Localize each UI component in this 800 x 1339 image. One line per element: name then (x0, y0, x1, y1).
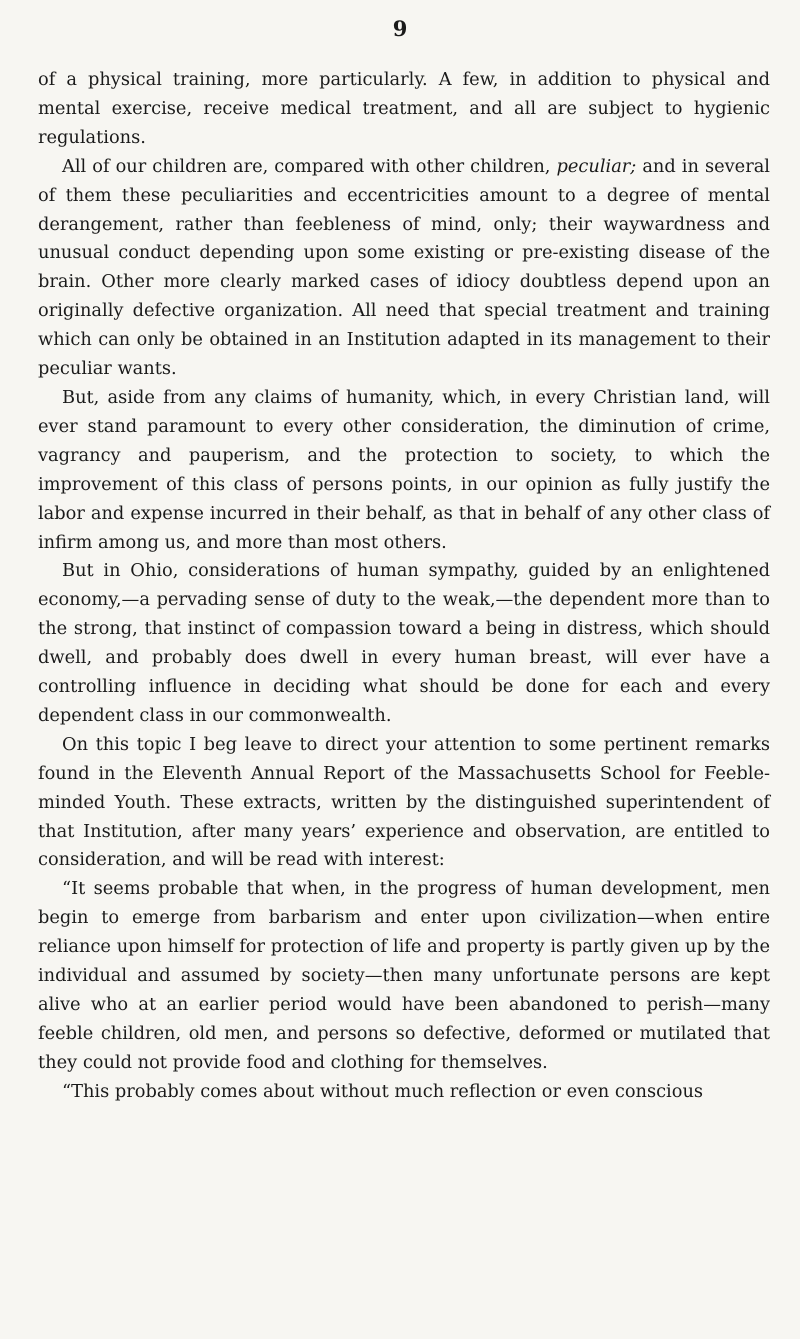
text-run: All of our children are, compared with other children, (62, 155, 557, 177)
quoted-paragraph: “This probably comes about without much reflection or even conscious (62, 1080, 704, 1102)
page-number: 9 (392, 16, 408, 41)
body-text (38, 66, 770, 1107)
emphasized-text: peculiar; (556, 155, 637, 177)
paragraph: But, aside from any claims of humanity, which, in every Christian land, will ever stand paramount to every other consideration, the diminution of crime, vagrancy and pauperism, and the protection to society, to which the improvement of this class of persons points, in our opinion as fully justify the labor and expense incurred in their behalf, as that in behalf of any other class of infirm among us, and more than most others. (38, 386, 770, 553)
paragraph (38, 153, 770, 384)
paragraph: On this topic I beg leave to direct your attention to some pertinent remarks found in the Eleventh Annual Report of the Massachusetts School for Feeble-minded Youth. These extracts, written by the distinguished superintendent of that Institution, after many years’ experience and observation, are entitled to consideration, and will be read with interest: (38, 733, 770, 871)
paragraph: But in Ohio, considerations of human sympathy, guided by an enlightened economy,—a pervading sense of duty to the weak,—the dependent more than to the strong, that instinct of compassion toward a being in distress, which should dwell, and probably does dwell in every human breast, will ever have a controlling influence in deciding what should be done for each and every dependent class in our commonwealth. (38, 560, 770, 726)
text-run: and in several of them these peculiarities and eccentricities amount to a degree of mental derangement, rather than feebleness of mind, only; their waywardness and unusual conduct depending upon some existing or pre-existing disease of the brain. Other more clearly marked cases of idiocy doubtless depend upon an originally defective organization. All need that special treatment and training which can only be obtained in an Institution adapted in its management to their peculiar wants. (38, 155, 770, 380)
quoted-paragraph: “It seems probable that when, in the progress of human development, men begin to emerge from barbarism and enter upon civilization—when entire reliance upon himself for protection of life and property is partly given up by the individual and assumed by society—then many unfortunate persons are kept alive who at an earlier period would have been abandoned to perish—many feeble children, old men, and persons so defective, deformed or mutilated that they could not provide food and clothing for themselves. (38, 878, 770, 1073)
paragraph: of a physical training, more particularly. A few, in addition to physical and mental exercise, receive medical treatment, and all are subject to hygienic regulations. (38, 69, 770, 148)
